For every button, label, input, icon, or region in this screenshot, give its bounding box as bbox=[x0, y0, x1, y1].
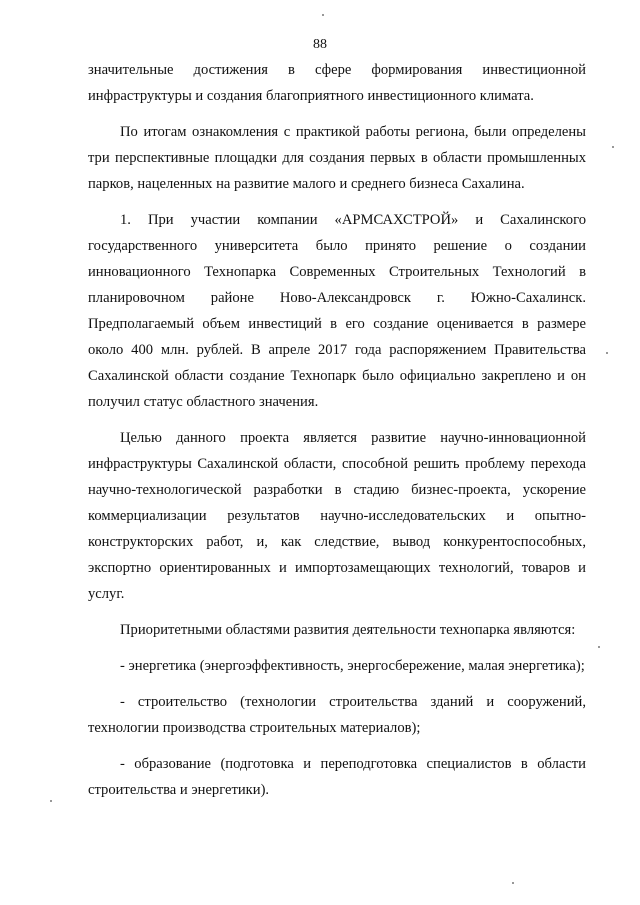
scan-speck bbox=[606, 352, 608, 354]
page-number: 88 bbox=[313, 37, 327, 52]
scan-speck bbox=[50, 800, 52, 802]
document-body bbox=[88, 57, 586, 803]
list-item-education: - образование (подготовка и переподготовка специалистов в области строительства и энергетики). bbox=[88, 756, 586, 798]
paragraph-intro-continuation: значительные достижения в сфере формирования инвестиционной инфраструктуры и создания благоприятного инвестиционного климата. bbox=[88, 62, 586, 104]
list-item-energy: - энергетика (энергоэффективность, энергосбережение, малая энергетика); bbox=[120, 658, 585, 674]
scan-speck bbox=[512, 882, 514, 884]
scan-speck bbox=[322, 14, 324, 16]
scan-speck bbox=[612, 146, 614, 148]
list-item-construction: - строительство (технологии строительства зданий и сооружений, технологии производства строительных материалов); bbox=[88, 694, 586, 736]
paragraph-project-goal: Целью данного проекта является развитие научно-инновационной инфраструктуры Сахалинской области, способной решить проблему перехода научно-технологической разработки в стадию бизнес-проекта, ускорение коммерциализации результатов научно-исследовательских и опытно-конструкторских работ, и, как следствие, вывод конкурентоспособных, экспортно ориентированных и импортозамещающих технологий, товаров и услуг. bbox=[88, 430, 586, 602]
paragraph-priorities-heading: Приоритетными областями развития деятельности технопарка являются: bbox=[120, 622, 576, 638]
paragraph-sites-overview: По итогам ознакомления с практикой работы региона, были определены три перспективные площадки для создания первых в области промышленных парков, нацеленных на развитие малого и среднего бизнеса Сахалина. bbox=[88, 124, 586, 192]
scan-speck bbox=[598, 646, 600, 648]
paragraph-technopark: 1. При участии компании «АРМСАХСТРОЙ» и Сахалинского государственного университета было принято решение о создании инновационного Технопарка Современных Строительных Технологий в планировочном районе Ново-Александровск г. Южно-Сахалинск. Предполагаемый объем инвестиций в его создание оценивается в размере около 400 млн. рублей. В апреле 2017 года распоряжением Правительства Сахалинской области создание Технопарк было официально закреплено и он получил статус областного значения. bbox=[88, 212, 586, 410]
